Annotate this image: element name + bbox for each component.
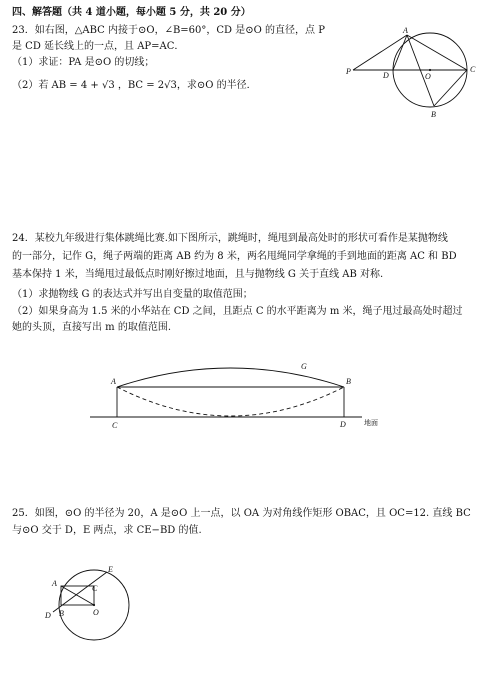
- q24-label-d: D: [340, 420, 346, 429]
- q23-label-a: A: [403, 26, 408, 35]
- q24-parabola-g: [117, 368, 344, 387]
- q25-figure: [44, 562, 144, 647]
- q24-label-ground: 地面: [364, 419, 378, 427]
- q25-label-b: B: [59, 609, 64, 618]
- q25-label-e: E: [108, 565, 113, 574]
- q24-label-c: C: [112, 421, 118, 430]
- q25-line2: 与⊙O 交于 D，E 两点，求 CE−BD 的值.: [12, 525, 202, 536]
- q23-label-p: P: [346, 67, 351, 76]
- q23-line-ad: [393, 35, 407, 70]
- q24-line3: 基本保持 1 米，当绳甩过最低点时刚好擦过地面，且与抛物线 G 关于直线 AB 对称.: [12, 269, 384, 280]
- q25-label-o: O: [93, 608, 99, 617]
- q25-center-point: [93, 604, 95, 606]
- q23-center-point: [429, 69, 431, 71]
- q25-line1: 25．如图，⊙O 的半径为 20，A 是⊙O 上一点，以 OA 为对角线作矩形 OBAC，且 OC=12. 直线 BC: [12, 508, 471, 519]
- q23-part2: （2）若 AB = 4 + √3 ，BC = 2√3，求⊙O 的半径．: [12, 80, 257, 91]
- q23-label-o: O: [425, 72, 431, 81]
- q25-label-a: A: [52, 579, 57, 588]
- q24-part1: （1）求抛物线 G 的表达式并写出自变量的取值范围；: [12, 289, 253, 300]
- q24-line2: 的一部分，记作 G，绳子两端的距离 AB 约为 8 米，两名甩绳同学拿绳的手到地面的距离 AC 和 BD: [12, 251, 457, 262]
- q23-label-b: B: [431, 110, 436, 119]
- q23-figure: [345, 24, 485, 124]
- section-title: 四、解答题（共 4 道小题，每小题 5 分，共 20 分）: [12, 7, 251, 18]
- q24-figure: [90, 355, 390, 435]
- q23-label-c: C: [470, 65, 476, 74]
- q23-line-pa: [353, 35, 407, 70]
- q23-part1: （1）求证：PA 是⊙O 的切线；: [12, 57, 155, 68]
- q25-label-d: D: [45, 611, 51, 620]
- q23-line2: 是 CD 延长线上的一点，且 AP=AC．: [12, 41, 185, 52]
- q23-line-ac: [407, 35, 467, 70]
- q24-label-b: B: [346, 377, 351, 386]
- q23-label-d: D: [383, 71, 389, 80]
- q24-line1: 24．某校九年级进行集体跳绳比赛.如下图所示，跳绳时，绳甩到最高处时的形状可看作是某抛物线: [12, 233, 448, 244]
- q23-line1: 23．如右图，△ABC 内接于⊙O，∠B=60°，CD 是⊙O 的直径，点 P: [12, 25, 325, 36]
- q24-rope-lowest: [117, 387, 344, 416]
- q25-label-c: C: [92, 584, 98, 593]
- q24-label-a: A: [111, 377, 116, 386]
- q24-part2-line1: （2）如果身高为 1.5 米的小华站在 CD 之间，且距点 C 的水平距离为 m 米，绳子甩过最高处时超过: [12, 306, 463, 317]
- q24-part2-line2: 她的头顶，直接写出 m 的取值范围.: [12, 322, 172, 333]
- q24-label-g: G: [301, 362, 307, 371]
